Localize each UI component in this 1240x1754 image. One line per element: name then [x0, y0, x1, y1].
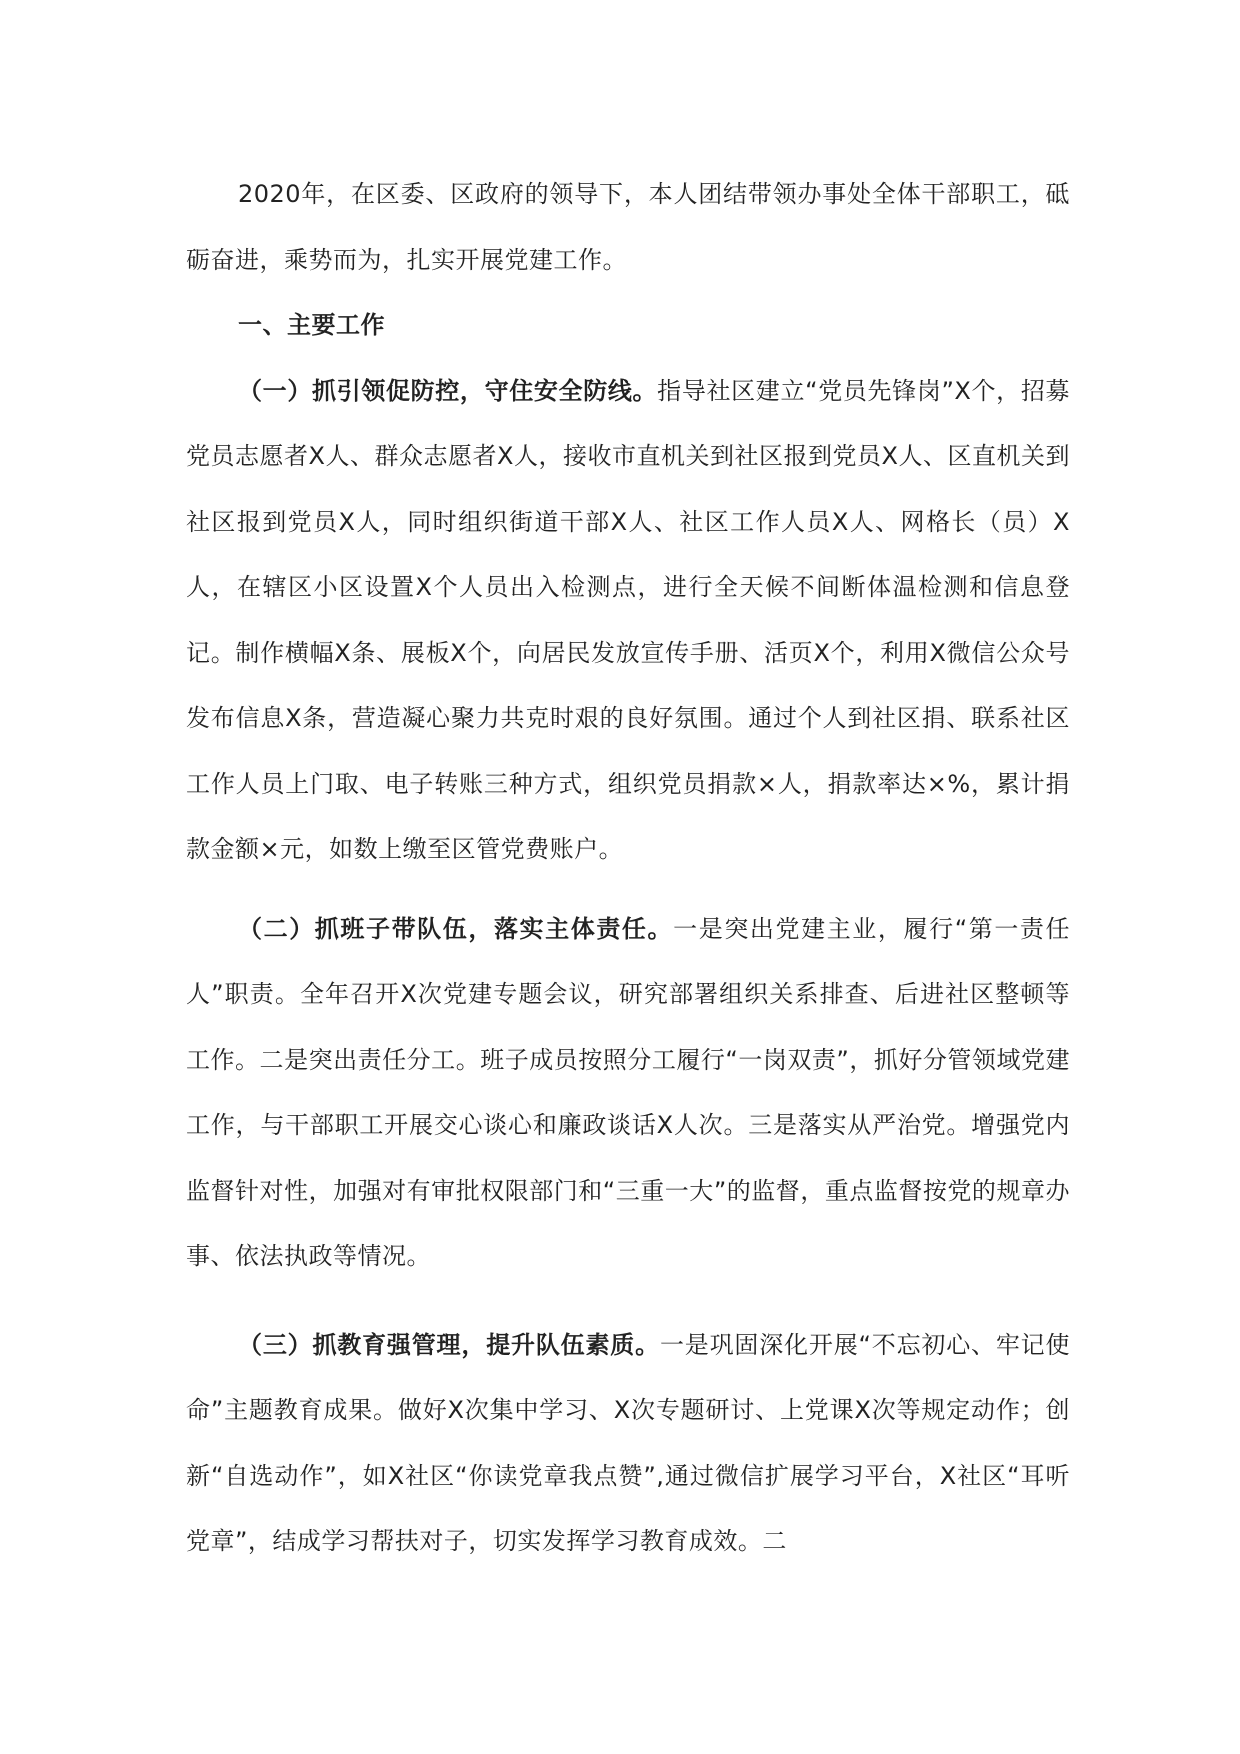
intro-paragraph: 2020年，在区委、区政府的领导下，本人团结带领办事处全体干部职工，砥砺奋进，乘势而为，扎实开展党建工作。	[186, 180, 1070, 274]
item-body-2: 一是突出党建主业，履行“第一责任人”职责。全年召开X次党建专题会议，研究部署组织关系排查、后进社区整顿等工作。二是突出责任分工。班子成员按照分工履行“一岗双责”，抓好分管领域党建工作，与干部职工开展交心谈心和廉政谈话X人次。三是落实从严治党。增强党内监督针对性，加强对有审批权限部门和“三重一大”的监督，重点监督按党的规章办事、依法执政等情况。	[186, 914, 1071, 1270]
section-heading: 一、主要工作	[238, 311, 385, 339]
item-body-1: 指导社区建立“党员先锋岗”X个，招募党员志愿者X人、群众志愿者X人，接收市直机关到社区报到党员X人、区直机关到社区报到党员X人，同时组织街道干部X人、社区工作人员X人、网格长（员）X人，在辖区小区设置X个人员出入检测点，进行全天候不间断体温检测和信息登记。制作横幅X条、展板X个，向居民发放宣传手册、活页X个，利用X微信公众号发布信息X条，营造凝心聚力共克时艰的良好氛围。通过个人到社区捐、联系社区工作人员上门取、电子转账三种方式，组织党员捐款×人，捐款率达×%，累计捐款金额×元，如数上缴至区管党费账户。	[186, 376, 1070, 863]
item-body-3: 一是巩固深化开展“不忘初心、牢记使命”主题教育成果。做好X次集中学习、X次专题研讨、上党课X次等规定动作；创新“自选动作”，如X社区“你读党章我点赞”,通过微信扩展学习平台，X社区“耳听党章”，结成学习帮扶对子，切实发挥学习教育成效。二	[186, 1330, 1071, 1555]
item-paragraph-1	[186, 359, 1070, 883]
item-lead-2: （二）抓班子带队伍，落实主体责任。	[238, 914, 674, 943]
item-paragraph-3	[186, 1313, 1070, 1575]
item-lead-1: （一）抓引领促防控，守住安全防线。	[238, 376, 658, 405]
document-body	[186, 162, 1070, 1575]
item-paragraph-2	[186, 897, 1070, 1290]
item-lead-3: （三）抓教育强管理，提升队伍素质。	[238, 1330, 660, 1359]
